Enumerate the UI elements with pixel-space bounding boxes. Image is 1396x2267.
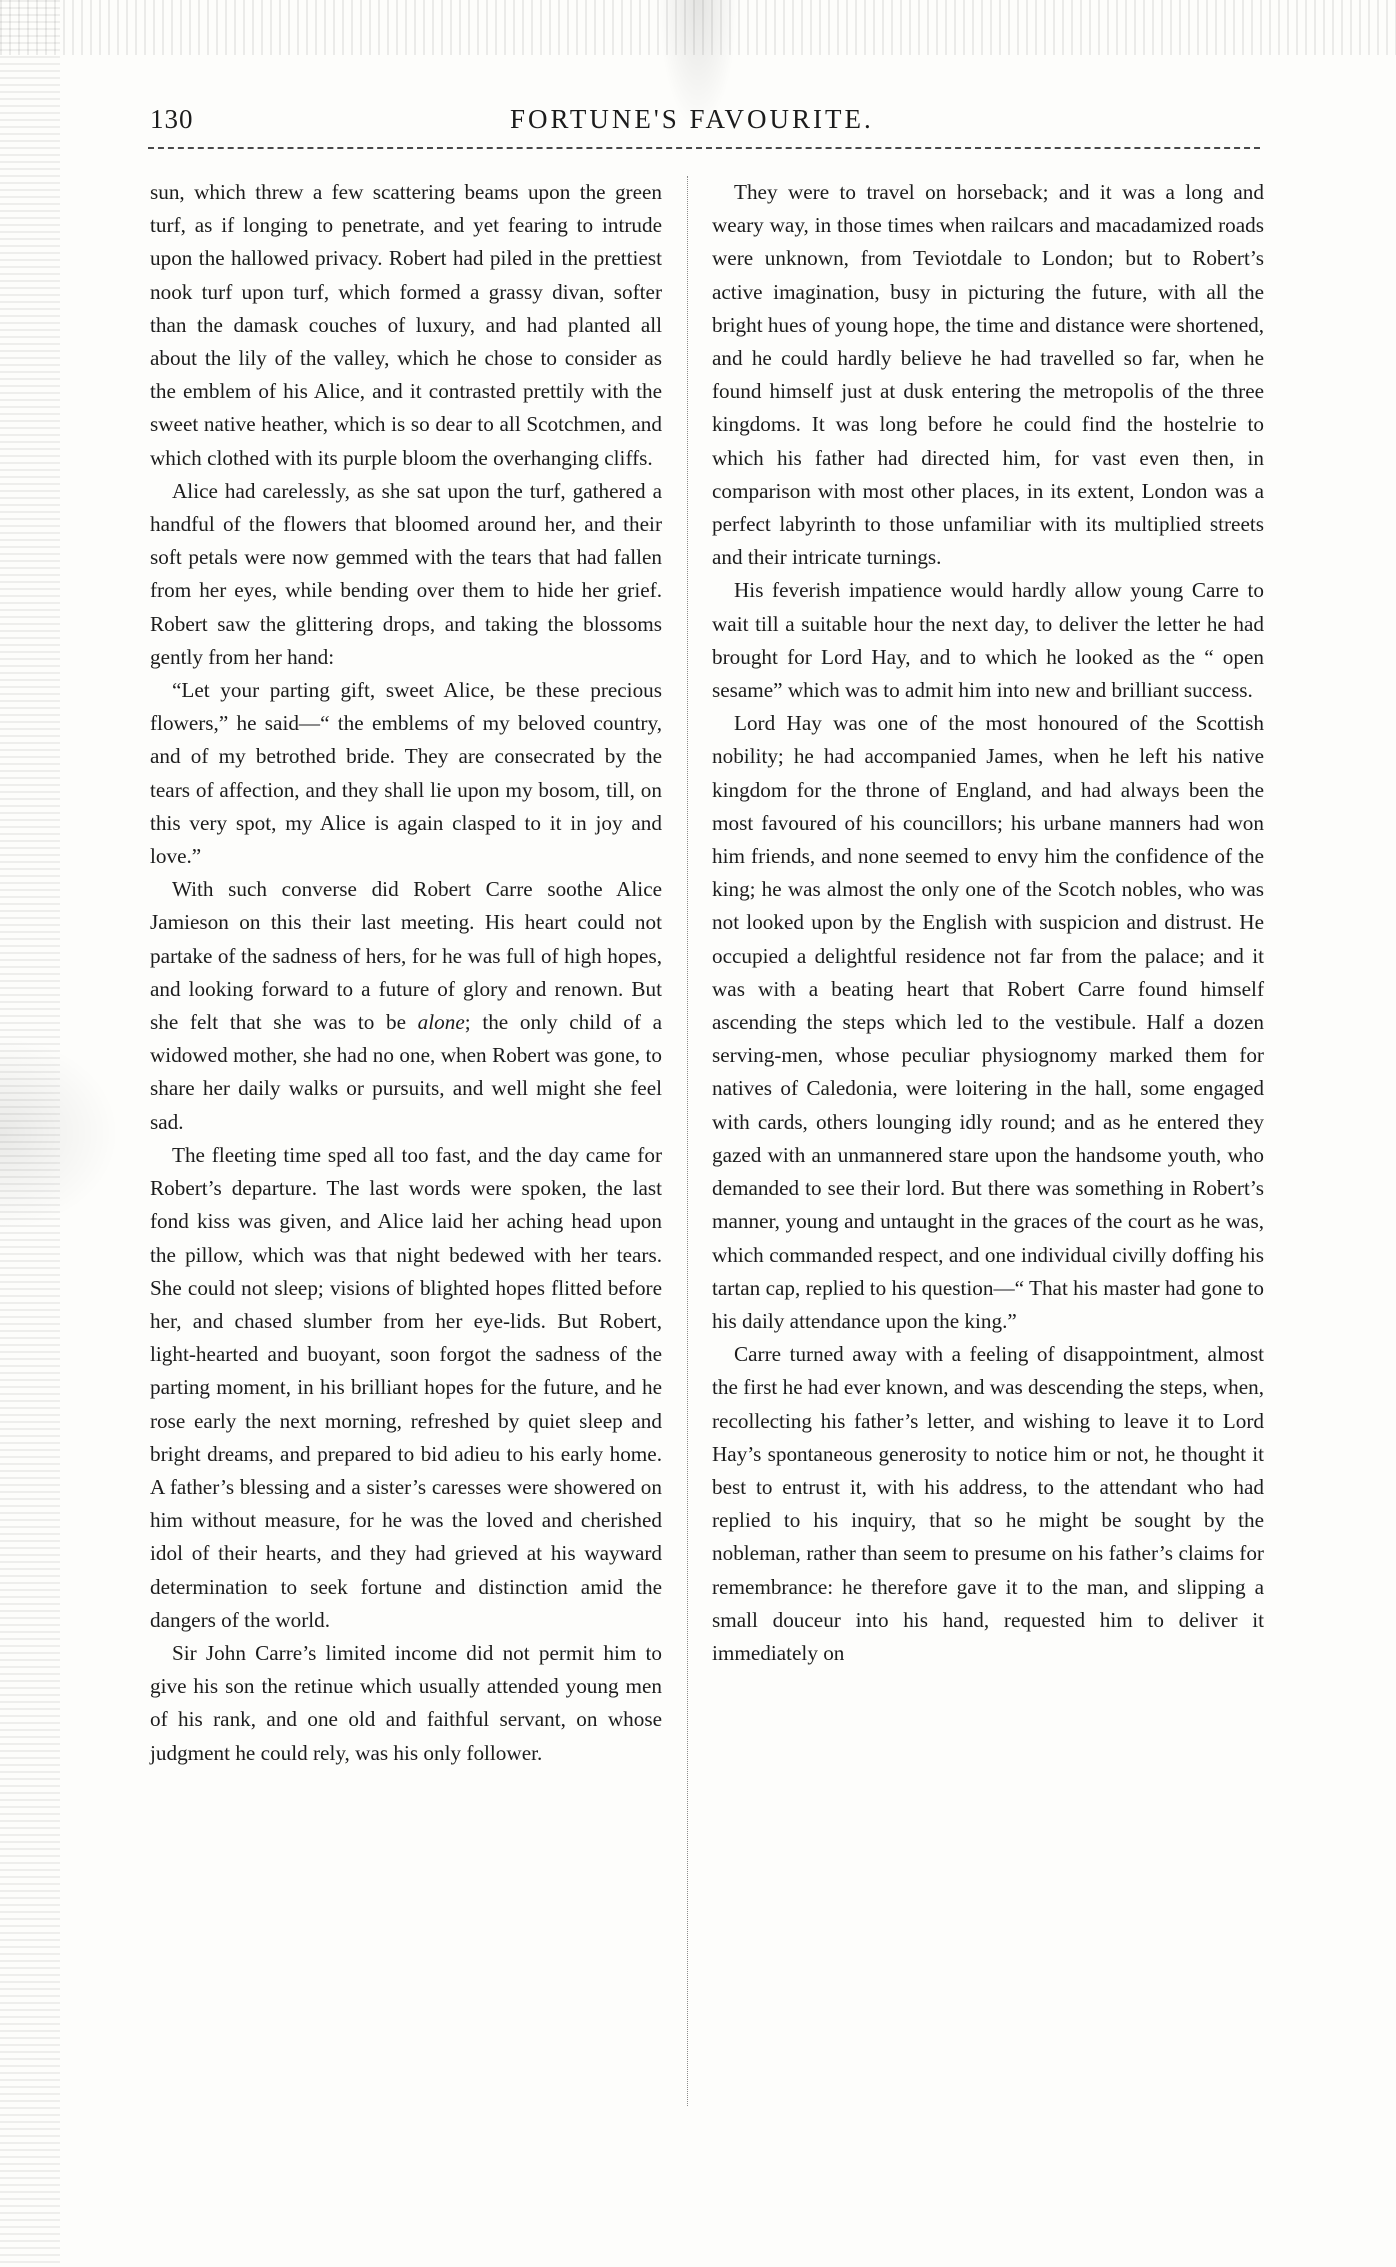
paragraph: The fleeting time sped all too fast, and the day came for Robert’s departure. The last words were spoken, the last fond kiss was given, and Alice laid her aching head upon the pillow, which was that night bedewed with her tears. She could not sleep; visions of blighted hopes flitted before her, and chased slumber from her eye-lids. But Robert, light-hearted and buoyant, soon forgot the sadness of the parting moment, in his brilliant hopes for the future, and he rose early the next morning, refreshed by quiet sleep and bright dreams, and prepared to bid adieu to his early home. A father’s blessing and a sister’s caresses were showered on him without measure, for he was the loved and cherished idol of their hearts, and they had grieved at his wayward determination to seek fortune and distinction amid the dangers of the world.: [150, 1142, 662, 1632]
paragraph: His feverish impatience would hardly allow young Carre to wait till a suitable hour the next day, to deliver the letter he had brought for Lord Hay, and to which he looked as the “ open sesame” which was to admit him into new and brilliant success.: [712, 578, 1264, 703]
paragraph: sun, which threw a few scattering beams upon the green turf, as if longing to penetrate, and yet fearing to intrude upon the hallowed privacy. Robert had piled in the prettiest nook turf upon turf, which formed a grassy divan, softer than the damask couches of luxury, and had planted all about the lily of the valley, which he chose to consider as the emblem of his Alice, and it contrasted prettily with the sweet native heather, which is so dear to all Scotchmen, and which clothed with its purple bloom the overhanging cliffs.: [150, 180, 662, 470]
left-column: [150, 176, 662, 1770]
paragraph: Lord Hay was one of the most honoured of the Scottish nobility; he had accompanied James, when he left his native kingdom for the throne of England, and had always been the most favoured of his councillors; his urbane manners had won him friends, and none seemed to envy him the confidence of the king; he was almost the only one of the Scotch nobles, who was not looked upon by the English with suspicion and distrust. He occupied a delightful residence not far from the palace; and it was with a beating heart that Robert Carre found himself ascending the steps which led to the vestibule. Half a dozen serving-men, whose peculiar physiognomy marked them for natives of Caledonia, were loitering in the hall, some engaged with cards, others lounging idly round; and as he entered they gazed with an unmannered stare upon the handsome youth, who demanded to see their lord. But there was something in Robert’s manner, young and untaught in the graces of the court as he was, which commanded respect, and one individual civilly doffing his tartan cap, replied to his question—“ That his master had gone to his daily attendance upon the king.”: [712, 711, 1264, 1333]
running-head: [150, 104, 1260, 144]
scan-edge-shadow-left: [0, 0, 60, 2267]
paragraph-text: With such converse did Robert Carre soothe Alice Jamieson on this their last meeting. His heart could not partake of the sadness of hers, for he was full of high hopes, and looking forward to a future of glory and renown. But she felt that she was to be: [150, 877, 662, 1035]
paragraph: [150, 873, 662, 1139]
right-column: [712, 176, 1264, 1670]
paragraph: They were to travel on horseback; and it was a long and weary way, in those times when railcars and macadamized roads were unknown, from Teviotdale to London; but to Robert’s active imagination, busy in picturing the future, with all the bright hues of young hope, the time and distance were shortened, and he could hardly believe he had travelled so far, when he found himself just at dusk entering the metropolis of the three kingdoms. It was long before he could find the hostelrie to which his father had directed him, for vast even then, in comparison with most other places, in its extent, London was a perfect labyrinth to those unfamiliar with its multiplied streets and their intricate turnings.: [712, 180, 1264, 570]
paragraph: Alice had carelessly, as she sat upon the turf, gathered a handful of the flowers that bloomed around her, and their soft petals were now gemmed with the tears that had fallen from her eyes, while bending over them to hide her grief. Robert saw the glittering drops, and taking the blossoms gently from her hand:: [150, 478, 662, 669]
header-rule: [148, 147, 1260, 149]
running-title: FORTUNE'S FAVOURITE.: [510, 104, 874, 134]
page-number: 130: [150, 104, 194, 134]
paragraph: “Let your parting gift, sweet Alice, be these precious flowers,” he said—“ the emblems of my beloved country, and of my betrothed bride. They are consecrated by the tears of affection, and they shall lie upon my bosom, till, on this very spot, my Alice is again clasped to it in joy and love.”: [150, 678, 662, 869]
column-divider: [687, 176, 688, 2106]
emphasis-text: alone: [417, 1010, 465, 1035]
scan-edge-shadow-top: [0, 0, 1396, 55]
paragraph: Carre turned away with a feeling of disappointment, almost the first he had ever known, and was descending the steps, when, recollecting his father’s letter, and wishing to leave it to Lord Hay’s spontaneous generosity to notice him or not, he thought it best to entrust it, with his address, to the attendant who had replied to his inquiry, that so he might be sought by the nobleman, rather than seem to presume on his father’s claims for remembrance: he therefore gave it to the man, and slipping a small douceur into his hand, requested him to deliver it immediately on: [712, 1342, 1264, 1665]
paragraph-text: ; the only child of a widowed mother, she had no one, when Robert was gone, to share her daily walks or pursuits, and well might she feel sad.: [150, 1010, 662, 1134]
paragraph: Sir John Carre’s limited income did not permit him to give his son the retinue which usually attended young men of his rank, and one old and faithful servant, on whose judgment he could rely, was his only follower.: [150, 1640, 662, 1765]
